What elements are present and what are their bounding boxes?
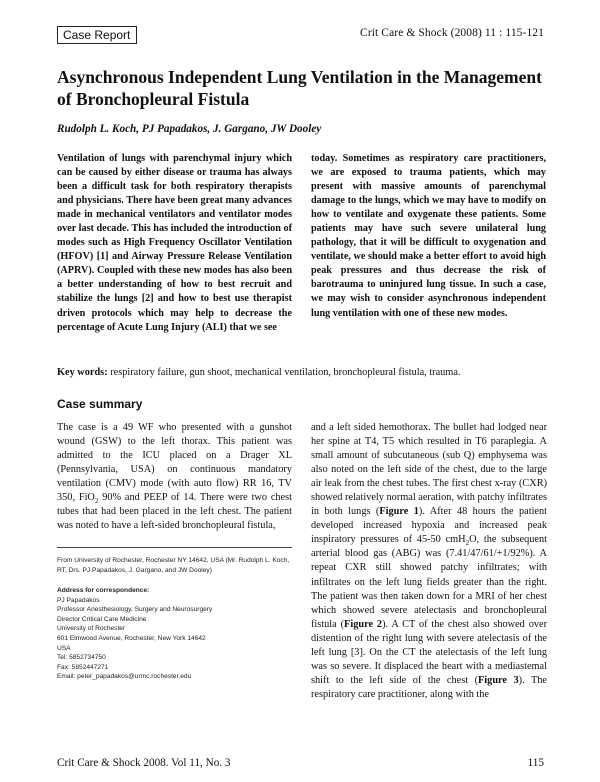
correspondence-email[interactable]: Email: peter_papadakos@urmc.rochester.edu xyxy=(57,673,192,681)
body-text: 90% and PEEP of 14. There were two chest tubes that had been placed in the left chest. The patient was noted to have a left-sided bronchopleural fistula, xyxy=(57,492,292,532)
body-text: and a left sided hemothorax. The bullet had lodged near her spine at T4, T5 which resulted in T6 paraplegia. A small amount of subcutaneous (sub Q) emphysema was also noted on the left side of the chest, due to the large air leak from the chest tubes. The first chest x-ray (CXR) showed relatively normal aeration, with patchy infiltrates in both lungs ( xyxy=(311,422,547,518)
correspondence-line: Director Critical Care Medicine xyxy=(57,615,147,623)
correspondence-line: 601 Elmwood Avenue, Rochester, New York 14642 xyxy=(57,634,206,642)
body-column-left xyxy=(57,421,292,533)
abstract-column-right: today. Sometimes as respiratory care practitioners, we are exposed to trauma patients, which may present with massive amounts of parenchymal damage to the lungs, which we may have to modify on how to ventilate and oxygenate these patients. Some patients may have such severe unilateral lung pathology, that it will be difficult to oxygenation and ventilate, we should make a better effort to avoid high peak pressures and thus decrease the risk of barotrauma to uninjured lung tissue. In such a case, we may wish to consider asynchronous independent lung ventilation with one of these new modes. xyxy=(311,153,546,319)
article-type-label: Case Report xyxy=(57,26,137,44)
body-text: O, the subsequent arterial blood gas (ABG) was (7.41/47/61/+1/92%). A repeat CXR still showed patchy infiltrates; with infiltrates on the left lung fields greater than the right. The patient was then taken down for a MRI of her chest which showed severe atelectasis and bronchopleural fistula ( xyxy=(311,534,548,630)
author-list: Rudolph L. Koch, PJ Papadakos, J. Gargano, JW Dooley xyxy=(57,123,322,135)
figure-reference[interactable]: Figure 3 xyxy=(478,674,519,686)
subscript: 2 xyxy=(94,497,99,506)
journal-reference: Crit Care & Shock (2008) 11 : 115-121 xyxy=(360,27,544,39)
subscript: 2 xyxy=(465,539,470,548)
correspondence-line: Fax: 5852447271 xyxy=(57,663,109,671)
correspondence-heading: Address for correspondence: xyxy=(57,587,150,594)
article-title: Asynchronous Independent Lung Ventilation in the Management of Bronchopleural Fistula xyxy=(57,67,542,109)
correspondence-block xyxy=(57,586,292,682)
keywords-label: Key words: xyxy=(57,367,108,378)
keywords-text: respiratory failure, gun shoot, mechanical ventilation, bronchopleural fistula, trauma. xyxy=(107,367,461,378)
abstract-column-left: Ventilation of lungs with parenchymal injury which can be caused by either disease or trauma has always been a difficult task for both respiratory therapists and physicians. There have been great many advances made in mechanical ventilators and ventilator modes over last decade. This has included the introduction of modes such as High Frequency Oscillator Ventilation (HFOV) [1] and Airway Pressure Release Ventilation (APRV). Coupled with these new modes has also been a better understanding of how to best recruit and stabilize the lungs [2] and how to best use therapist driven protocols which may help to decrease the percentage of Acute Lung Injury (ALI) that we see xyxy=(57,153,292,333)
section-heading: Case summary xyxy=(57,397,143,411)
figure-reference[interactable]: Figure 2 xyxy=(344,618,383,630)
correspondence-line: Tel: 5852734750 xyxy=(57,654,106,662)
author-affiliation: From University of Rochester, Rochester NY 14642, USA (Mr. Rudolph L. Koch, RT, Drs. PJ Papadakos, J. Gargano, and JW Dooley) xyxy=(57,557,290,574)
footer-citation: Crit Care & Shock 2008. Vol 11, No. 3 xyxy=(57,757,231,769)
body-column-right xyxy=(311,421,547,702)
correspondence-line: PJ Papadakos xyxy=(57,596,100,604)
body-text: ). After 48 hours the patient developed increased hypoxia and increased peak inspiratory pressures of 45-50 cmH xyxy=(311,506,548,546)
body-text: ). A CT of the chest also showed over distention of the right lung with severe atelectasis of the left lung [3]. On the CT the atelectasis of the left lung was so severe. It displaced the heart with a mediastemal shift to the left side of the chest ( xyxy=(311,618,547,686)
correspondence-line: USA xyxy=(57,644,71,652)
figure-reference[interactable]: Figure 1 xyxy=(379,506,419,518)
footnote-divider xyxy=(57,547,292,548)
body-text: ). The respiratory care practitioner, along with the xyxy=(311,674,547,700)
correspondence-line: Professor Anesthesiology, Surgery and Neurosurgery xyxy=(57,606,213,614)
correspondence-line: University of Rochester xyxy=(57,625,126,633)
body-text: The case is a 49 WF who presented with a gunshot wound (GSW) to the left thorax. This patient was admitted to the ICU placed on a Drager XL (Pennsylvania, USA) on continuous mandatory ventilation (CMV) mode (with auto flow) RR 16, TV 350, FiO xyxy=(57,422,292,504)
keywords xyxy=(57,367,547,378)
page-number: 115 xyxy=(527,757,544,769)
